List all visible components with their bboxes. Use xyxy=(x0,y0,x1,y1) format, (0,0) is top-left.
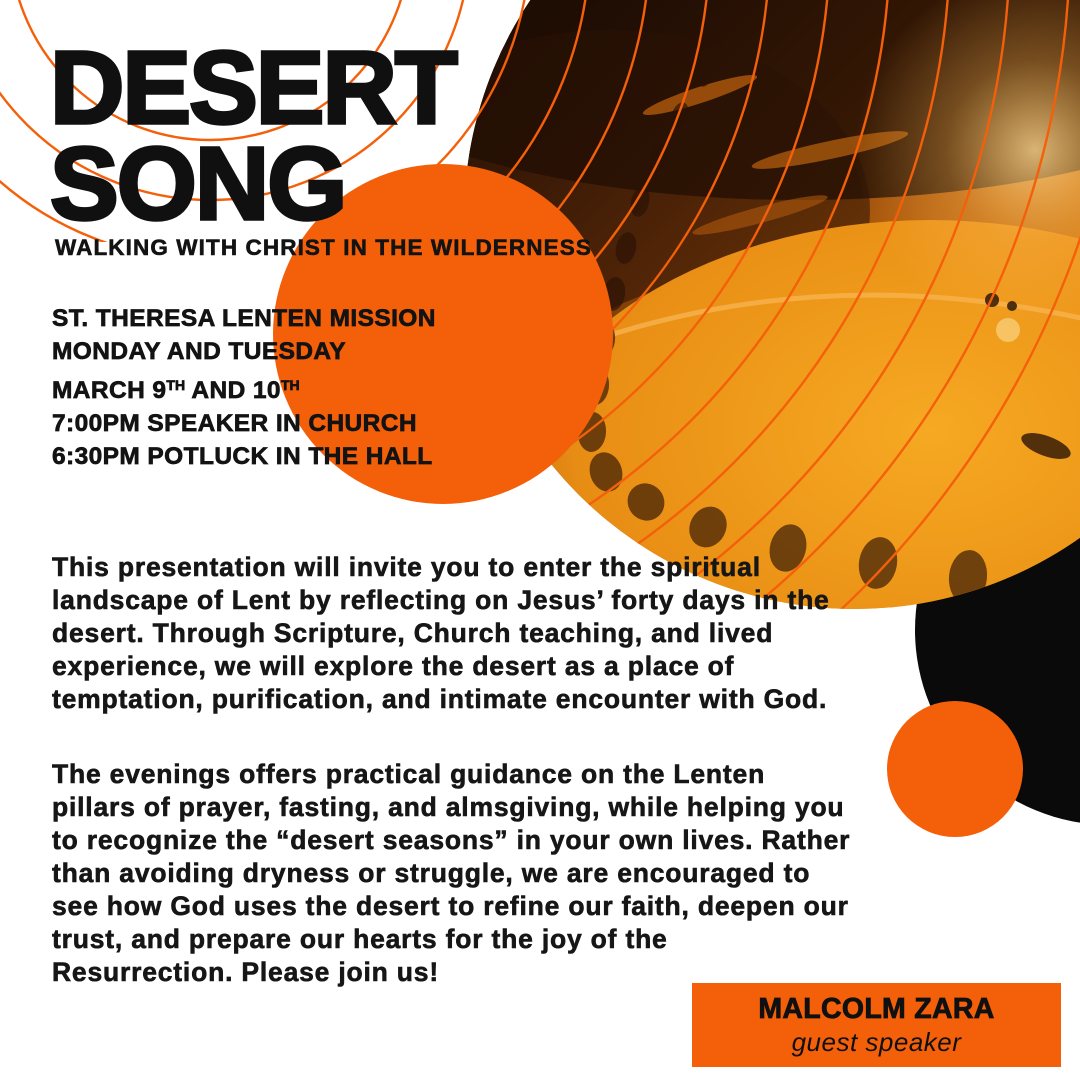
body-line: experience, we will explore the desert as a place of xyxy=(52,651,735,681)
body-line: to recognize the “desert seasons” in your own lives. Rather xyxy=(52,825,851,855)
event-detail-line-dates xyxy=(52,368,436,407)
speaker-name: MALCOLM ZARA xyxy=(758,992,995,1025)
event-detail-line-potluck-time: 6:30PM POTLUCK IN THE HALL xyxy=(52,443,433,471)
poster-title xyxy=(50,30,456,241)
event-details xyxy=(52,302,436,473)
body-line: trust, and prepare our hearts for the joy of the xyxy=(52,924,668,954)
guest-speaker-banner xyxy=(692,983,1061,1067)
poster-subtitle: WALKING WITH CHRIST IN THE WILDERNESS xyxy=(55,235,592,260)
event-detail-line-days: MONDAY AND TUESDAY xyxy=(52,338,346,365)
dates-text: AND 10 xyxy=(185,377,281,405)
speaker-role: guest speaker xyxy=(791,1026,962,1057)
body-paragraph-2 xyxy=(52,758,850,989)
body-line: temptation, purification, and intimate encounter with God. xyxy=(52,684,828,714)
body-paragraph-1 xyxy=(52,551,830,716)
title-line-1: DESERT xyxy=(50,30,456,145)
body-line: Resurrection. Please join us! xyxy=(52,957,439,987)
dates-ordinal: TH xyxy=(280,377,300,393)
body-line: The evenings offers practical guidance on the Lenten xyxy=(52,759,766,789)
dates-ordinal: TH xyxy=(166,377,186,393)
event-detail-line-speaker-time: 7:00PM SPEAKER IN CHURCH xyxy=(52,410,417,438)
body-line: This presentation will invite you to enter the spiritual xyxy=(52,552,761,582)
event-detail-line-mission: ST. THERESA LENTEN MISSION xyxy=(52,305,436,332)
title-line-2: SONG xyxy=(50,126,346,241)
body-line: landscape of Lent by reflecting on Jesus’ forty days in the xyxy=(52,585,830,615)
body-line: pillars of prayer, fasting, and almsgiving, while helping you xyxy=(52,792,845,822)
body-line: see how God uses the desert to refine our faith, deepen our xyxy=(52,891,849,921)
dates-text: MARCH 9 xyxy=(52,377,167,405)
orange-circle-decoration-small xyxy=(887,701,1023,837)
body-line: than avoiding dryness or struggle, we are encouraged to xyxy=(52,858,811,888)
body-line: desert. Through Scripture, Church teaching, and lived xyxy=(52,618,774,648)
